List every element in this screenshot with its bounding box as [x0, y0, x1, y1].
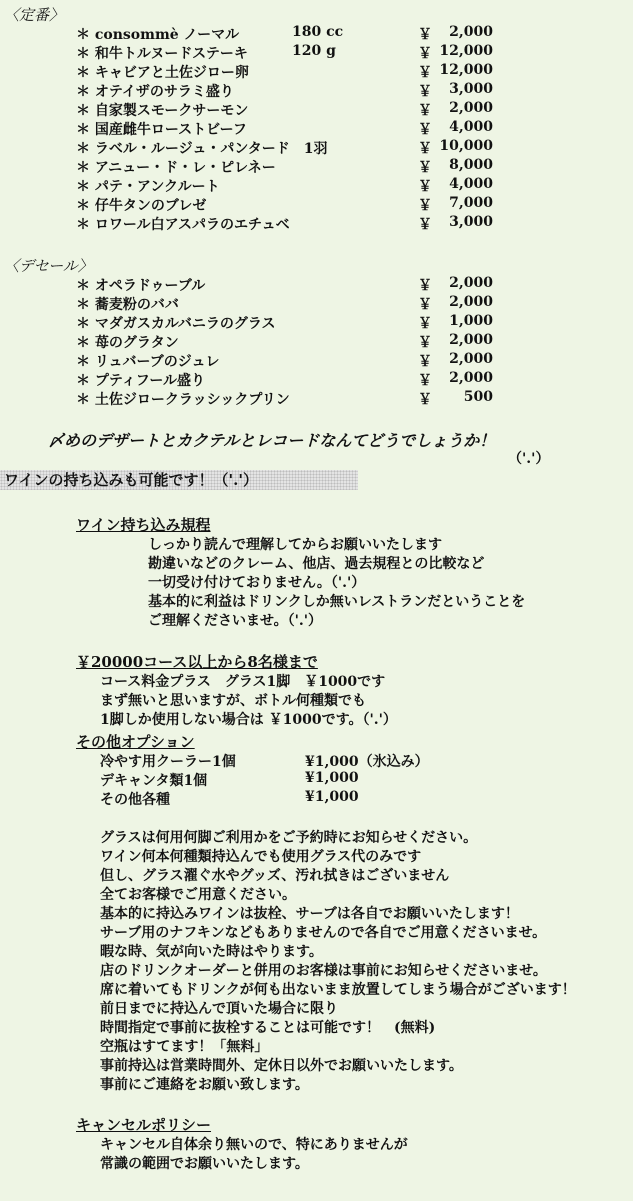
menu-row [0, 294, 633, 313]
yen-sign: ￥ [418, 141, 432, 157]
menu-item-price: 2,000 [449, 275, 493, 291]
menu-item-name: ＊ consommè ノーマル [76, 27, 240, 43]
option-note-line: 空瓶はすてます！「無料」 [100, 1039, 269, 1055]
yen-sign: ￥ [418, 373, 432, 389]
option-note-line: 基本的に持込みワインは抜栓、サーブは各自でお願いいたします！ [100, 906, 519, 922]
rules-line: しっかり読んで理解してからお願いいたします [148, 537, 442, 553]
option-note-line: ワイン何本何種類持込んでも使用グラス代のみです [100, 849, 422, 865]
yen-sign: ￥ [418, 198, 432, 214]
yen-sign: ￥ [418, 122, 432, 138]
menu-item-price: 2,000 [449, 332, 493, 348]
menu-row [0, 195, 633, 214]
menu-item-name: ＊ 自家製スモークサーモン [76, 103, 249, 119]
menu-item-qty: 120 g [292, 43, 336, 59]
yen-sign: ￥ [418, 160, 432, 176]
wine-bring-banner: ワインの持ち込みも可能です！（'.'） [0, 470, 358, 490]
yen-sign: ￥ [418, 217, 432, 233]
menu-row [0, 313, 633, 332]
menu-item-name: ＊ 国産雌牛ローストビーフ [76, 122, 247, 138]
menu-row [0, 332, 633, 351]
menu-item-name: ＊ 仔牛タンのブレゼ [76, 198, 207, 214]
menu-item-price: 1,000 [449, 313, 493, 329]
menu-row [0, 24, 633, 43]
option-note-line: 事前にご連絡をお願い致します。 [100, 1077, 309, 1093]
option-label: その他各種 [100, 792, 170, 808]
option-note-line: サーブ用のナフキンなどもありませんので各自でご用意くださいませ。 [100, 925, 547, 941]
menu-item-name: ＊ ラベル・ルージュ・パンタード 1羽 [76, 141, 328, 157]
menu-row [0, 138, 633, 157]
yen-sign: ￥ [418, 354, 432, 370]
option-label: デキャンタ類1個 [100, 773, 208, 789]
menu-row [0, 157, 633, 176]
option-note-line: 店のドリンクオーダーと併用のお客様は事前にお知らせくださいませ。 [100, 963, 547, 979]
menu-row [0, 100, 633, 119]
menu-item-name: ＊ 蕎麦粉のババ [76, 297, 179, 313]
yen-sign: ￥ [418, 84, 432, 100]
menu-item-name: ＊ 苺のグラタン [76, 335, 179, 351]
menu-item-name: ＊ ロワール白アスパラのエチュベ [76, 217, 290, 233]
menu-item-price: 3,000 [449, 81, 493, 97]
menu-row [0, 351, 633, 370]
yen-sign: ￥ [418, 392, 432, 408]
yen-sign: ￥ [418, 316, 432, 332]
option-note-line: 但し、グラス濯ぐ水やグッズ、汚れ拭きはございません [100, 868, 450, 884]
rules-line: 基本的に利益はドリンクしか無いレストランだということを [148, 594, 526, 610]
options-title: その他オプション [76, 733, 195, 751]
menu-row [0, 370, 633, 389]
yen-sign: ￥ [418, 46, 432, 62]
rules-title: ワイン持ち込み規程 [76, 516, 211, 534]
option-price: ¥1,000（氷込み） [305, 754, 429, 770]
yen-sign: ￥ [418, 179, 432, 195]
menu-item-price: 2,000 [449, 24, 493, 40]
menu-item-price: 2,000 [449, 351, 493, 367]
teiban-title: 〈定番〉 [4, 6, 65, 24]
closing-line: 〆めのデザートとカクテルとレコードなんてどうでしょうか！ [48, 431, 496, 450]
yen-sign: ￥ [418, 103, 432, 119]
menu-item-name: ＊ 土佐ジロークラッシックプリン [76, 392, 290, 408]
menu-item-price: 2,000 [449, 370, 493, 386]
rules-line: 勘違いなどのクレーム、他店、過去規程との比較など [148, 556, 485, 572]
menu-item-name: ＊ オテイザのサラミ盛り [76, 84, 234, 100]
menu-item-name: ＊ オペラドゥーブル [76, 278, 206, 294]
course-title: ￥20000コース以上から8名様まで [76, 653, 318, 671]
menu-item-price: 12,000 [439, 43, 493, 59]
menu-item-name: ＊ パテ・アンクルート [76, 179, 220, 195]
cancel-title: キャンセルポリシー [76, 1116, 212, 1134]
option-price: ¥1,000 [305, 770, 359, 786]
rules-line: 一切受け付けておりません。（'.'） [148, 575, 366, 591]
menu-row [0, 43, 633, 62]
course-line: 1脚しか使用しない場合は ￥1000です。（'.'） [100, 712, 397, 728]
menu-item-price: 12,000 [439, 62, 493, 78]
menu-row [0, 119, 633, 138]
menu-item-price: 4,000 [449, 176, 493, 192]
menu-row [0, 176, 633, 195]
menu-item-price: 2,000 [449, 100, 493, 116]
option-note-line: 席に着いてもドリンクが何も出ないまま放置してしまう場合がございます！ [100, 982, 576, 998]
menu-item-name: ＊ 和牛トルヌードステーキ [76, 46, 248, 62]
menu-item-price: 2,000 [449, 294, 493, 310]
menu-row [0, 275, 633, 294]
option-note-line: 事前持込は営業時間外、定休日以外でお願いいたします。 [100, 1058, 463, 1074]
menu-row [0, 81, 633, 100]
yen-sign: ￥ [418, 335, 432, 351]
option-note-line: 時間指定で事前に抜栓することは可能です！ (無料) [100, 1020, 436, 1036]
cancel-line: キャンセル自体余り無いので、特にありませんが [100, 1137, 408, 1153]
yen-sign: ￥ [418, 65, 432, 81]
option-note-line: 暇な時、気が向いた時はやります。 [100, 944, 323, 960]
rules-line: ご理解くださいませ。（'.'） [148, 613, 323, 629]
menu-item-name: ＊ キャビアと土佐ジロー卵 [76, 65, 249, 81]
option-label: 冷やす用クーラー1個 [100, 754, 236, 770]
menu-item-price: 500 [463, 389, 493, 405]
menu-item-qty: 180 cc [292, 24, 344, 40]
yen-sign: ￥ [418, 27, 432, 43]
yen-sign: ￥ [418, 278, 432, 294]
menu-item-name: ＊ プティフール盛り [76, 373, 206, 389]
menu-item-name: ＊ リュバーブのジュレ [76, 354, 220, 370]
course-line: まず無いと思いますが、ボトル何種類でも [100, 693, 366, 709]
option-price: ¥1,000 [305, 789, 359, 805]
cancel-line: 常識の範囲でお願いいたします。 [100, 1156, 309, 1172]
menu-item-price: 3,000 [449, 214, 493, 230]
menu-item-price: 4,000 [449, 119, 493, 135]
closing-emoticon: （'.'） [508, 451, 550, 467]
menu-item-price: 8,000 [449, 157, 493, 173]
menu-item-name: ＊ アニュー・ド・レ・ピレネー [76, 160, 276, 176]
yen-sign: ￥ [418, 297, 432, 313]
menu-item-name: ＊ マダガスカルバニラのグラス [76, 316, 276, 332]
option-note-line: 前日までに持込んで頂いた場合に限り [100, 1001, 338, 1017]
menu-row [0, 62, 633, 81]
course-line: コース料金プラス グラス1脚 ￥1000です [100, 674, 386, 690]
menu-item-price: 7,000 [449, 195, 493, 211]
dessert-title: 〈デセール〉 [4, 257, 93, 275]
option-note-line: グラスは何用何脚ご利用かをご予約時にお知らせください。 [100, 830, 478, 846]
option-note-line: 全てお客様でご用意ください。 [100, 887, 296, 903]
menu-row [0, 389, 633, 408]
menu-row [0, 214, 633, 233]
menu-item-price: 10,000 [439, 138, 493, 154]
